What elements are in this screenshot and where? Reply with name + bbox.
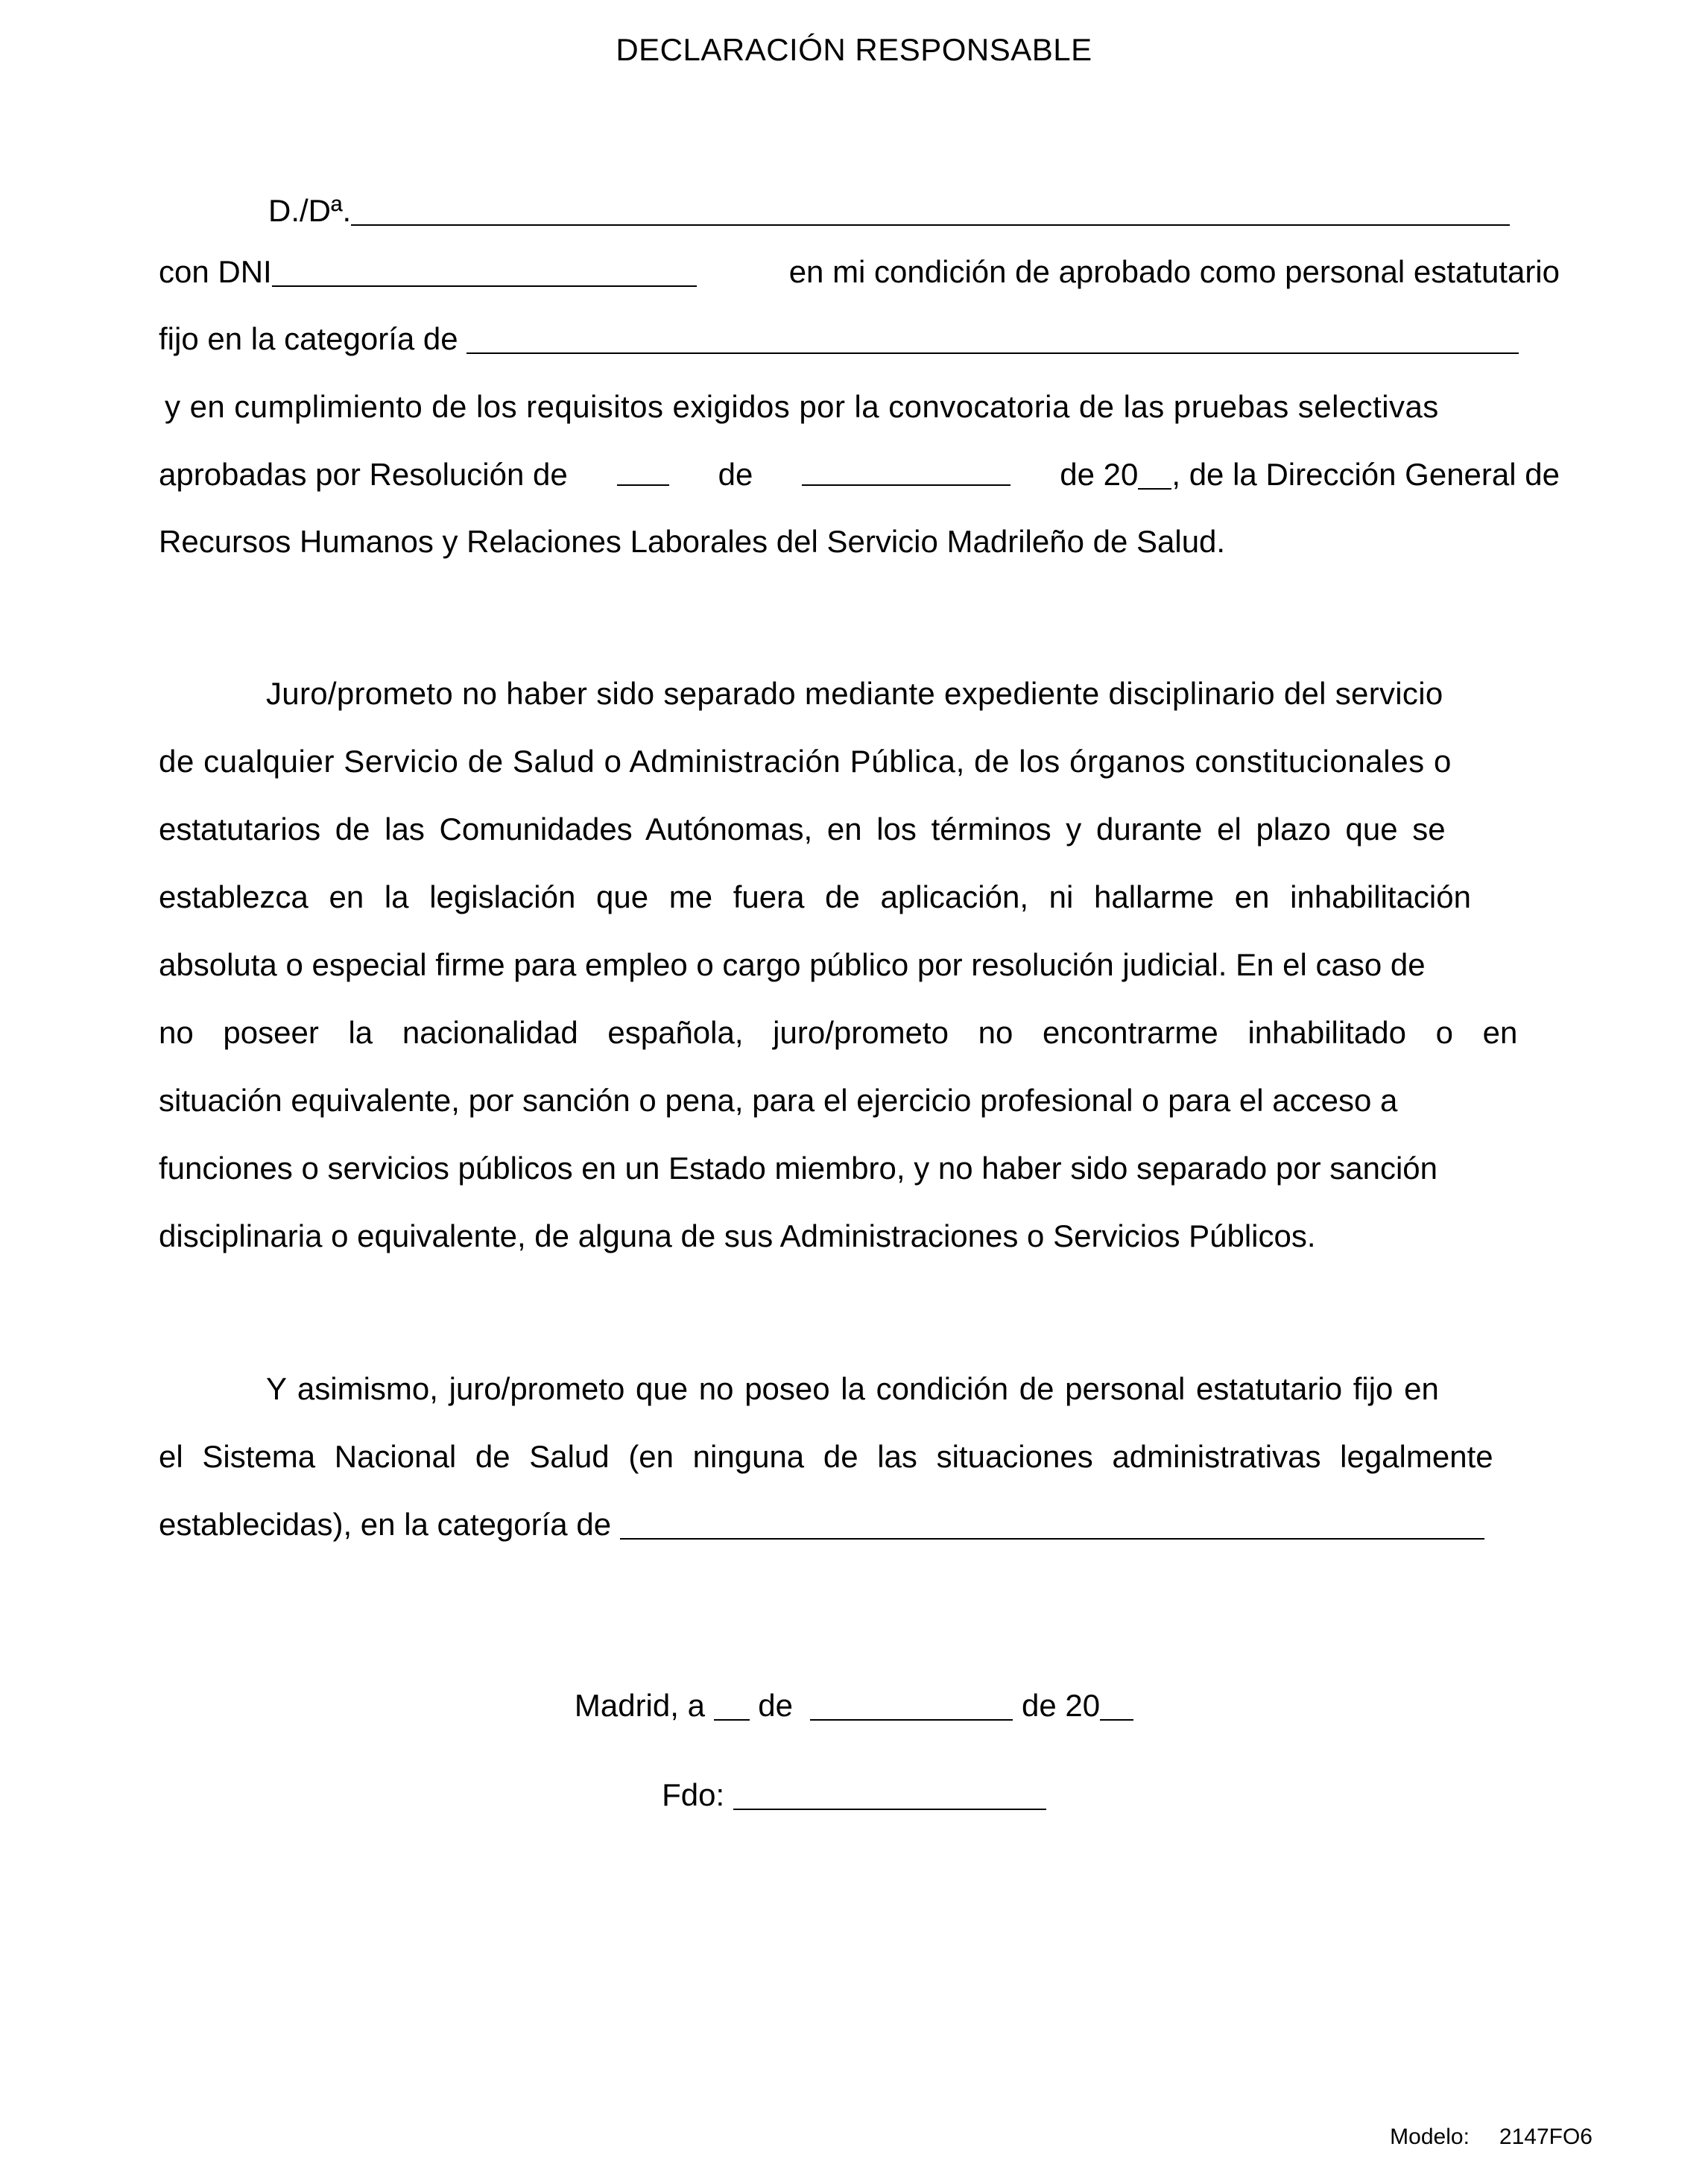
para3-text-3: establecidas), en la categoría de [159, 1507, 612, 1542]
dni-suffix: en mi condición de aprobado como personal estatutario [788, 254, 1560, 289]
para2-line-5 [159, 945, 1560, 985]
para2-text-3: estatutarios de las Comunidades Autónomas, en los términos y durante el plazo que se [159, 812, 1446, 847]
resolution-day-blank[interactable] [617, 455, 669, 486]
model-code: 2147FO6 [1499, 2125, 1592, 2149]
para3-text-1: Y asimismo, juro/prometo que no poseo la condición de personal estatutario fijo en [266, 1371, 1439, 1406]
dni-blank[interactable] [272, 256, 697, 287]
intro-line-2 [159, 522, 1560, 562]
resolution-part4: , de la Dirección General de [1171, 457, 1560, 492]
date-de1: de [758, 1688, 793, 1723]
signature-label: Fdo: [662, 1777, 725, 1812]
document-title: DECLARACIÓN RESPONSABLE [616, 32, 1092, 67]
category-label: fijo en la categoría de [159, 321, 458, 356]
intro-line-1 [159, 387, 1560, 427]
para3-category-blank[interactable] [620, 1508, 1484, 1540]
intro-text-1: y en cumplimiento de los requisitos exigidos por la convocatoria de las pruebas selectivas [165, 389, 1439, 424]
resolution-year-blank[interactable] [1138, 458, 1171, 490]
model-footer [1390, 2124, 1592, 2151]
category-blank[interactable] [466, 323, 1519, 354]
para2-line-6 [159, 1013, 1560, 1053]
para2-text-9: disciplinaria o equivalente, de alguna de sus Administraciones o Servicios Públicos. [159, 1218, 1316, 1253]
signature-blank[interactable] [733, 1779, 1046, 1810]
date-line [0, 1686, 1708, 1726]
model-label: Modelo: [1390, 2125, 1470, 2149]
para3-text-2: el Sistema Nacional de Salud (en ninguna de las situaciones administrativas legalmente [159, 1439, 1493, 1474]
para2-text-5: absoluta o especial firme para empleo o cargo público por resolución judicial. En el caso de [159, 947, 1426, 982]
category-line [159, 319, 1560, 359]
para2-line-9 [159, 1216, 1560, 1256]
para3-line-3 [159, 1505, 1560, 1545]
date-de2: de 20 [1022, 1688, 1101, 1723]
name-blank[interactable] [351, 194, 1510, 226]
date-day-blank[interactable] [714, 1689, 750, 1721]
para2-line-7 [159, 1081, 1560, 1121]
para2-text-8: funciones o servicios públicos en un Estado miembro, y no haber sido separado por sanción [159, 1151, 1437, 1186]
para3-line-1 [159, 1369, 1560, 1409]
dni-label: con DNI [159, 254, 272, 289]
para2-line-4 [159, 877, 1560, 917]
para2-line-1 [159, 674, 1560, 714]
para2-line-3 [159, 809, 1560, 850]
signature-line [0, 1775, 1708, 1815]
resolution-part2: de [718, 457, 753, 492]
resolution-month-blank[interactable] [802, 455, 1010, 486]
resolution-part3: de 20 [1060, 457, 1139, 492]
para2-text-2: de cualquier Servicio de Salud o Administración Pública, de los órganos constitucionales o [159, 744, 1452, 779]
name-label: D./Dª. [268, 193, 352, 228]
intro-text-2: Recursos Humanos y Relaciones Laborales del Servicio Madrileño de Salud. [159, 524, 1226, 559]
para2-line-8 [159, 1148, 1560, 1189]
name-line [159, 191, 1560, 231]
resolution-line [159, 455, 1560, 495]
para2-text-1: Juro/prometo no haber sido separado mediante expediente disciplinario del servicio [266, 676, 1443, 711]
para2-text-6: no poseer la nacionalidad española, juro/prometo no encontrarme inhabilitado o en [159, 1015, 1518, 1050]
date-year-blank[interactable] [1100, 1689, 1133, 1721]
para3-line-2 [159, 1437, 1560, 1477]
date-place: Madrid, a [574, 1688, 705, 1723]
para2-text-4: establezca en la legislación que me fuera de aplicación, ni hallarme en inhabilitación [159, 879, 1471, 914]
para2-line-2 [159, 741, 1560, 782]
resolution-part1: aprobadas por Resolución de [159, 457, 568, 492]
para2-text-7: situación equivalente, por sanción o pena, para el ejercicio profesional o para el acceso a [159, 1083, 1398, 1118]
dni-line [159, 252, 1560, 292]
date-month-blank[interactable] [810, 1689, 1013, 1721]
